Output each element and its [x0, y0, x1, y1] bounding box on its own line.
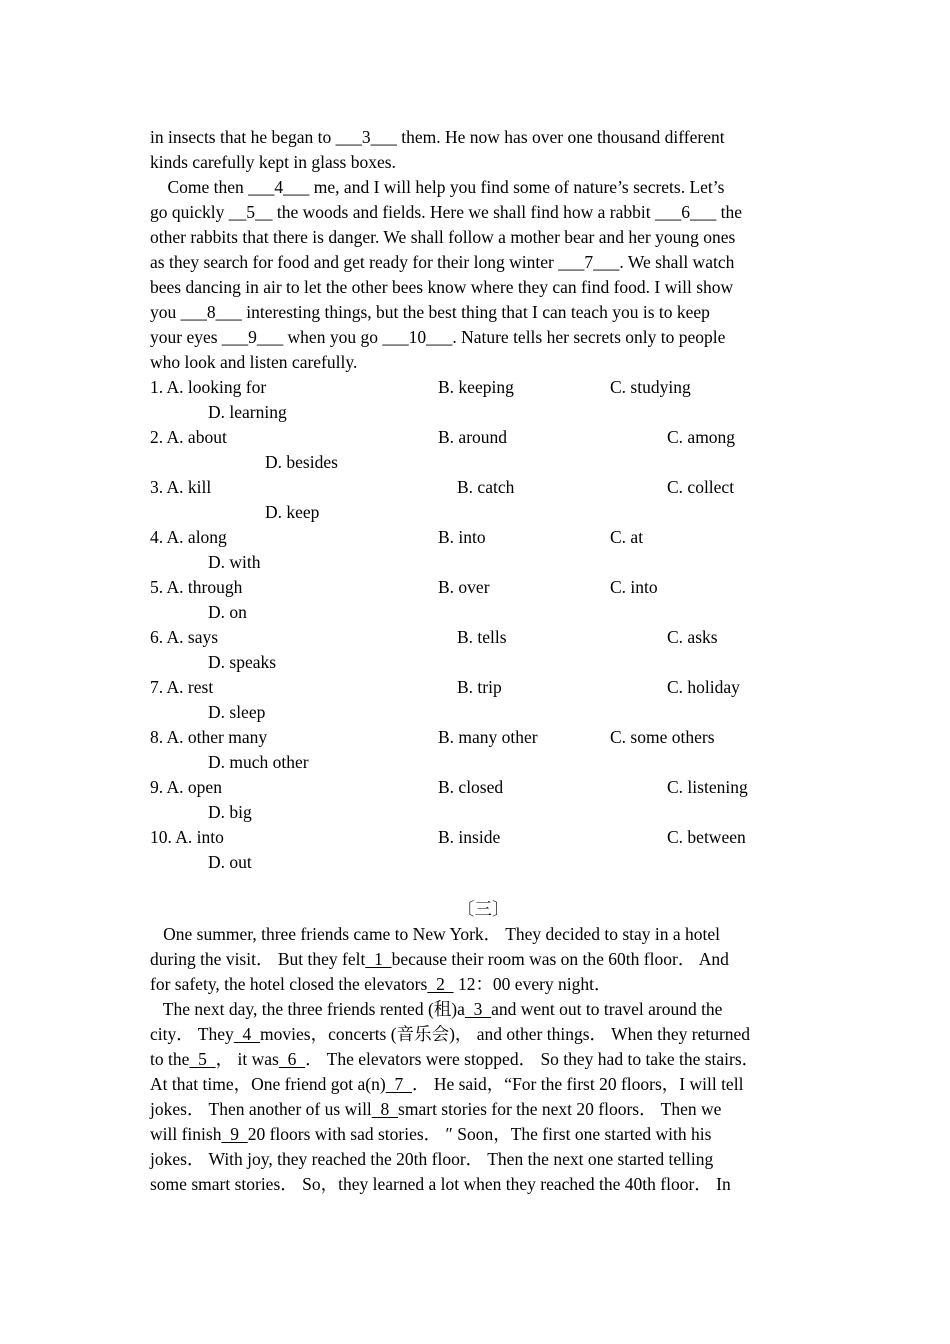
answer-blank: 5	[189, 1049, 216, 1069]
passage-text: 12：00 every night．	[453, 974, 612, 994]
option-b: B. many other	[438, 727, 538, 747]
option-c: C. asks	[667, 627, 718, 647]
passage-line	[150, 972, 612, 997]
passage-line	[150, 1122, 711, 1147]
answer-blank: 4	[233, 1024, 261, 1044]
answer-blank: 2	[427, 974, 454, 994]
passage-text: jokes． With joy, they reached the 20th floor． Then the next one started telling	[150, 1149, 714, 1169]
option-c: C. listening	[667, 777, 748, 797]
passage-line	[150, 1072, 743, 1097]
option-d: D. keep	[265, 502, 320, 522]
option-b: B. inside	[438, 827, 501, 847]
passage-line: as they search for food and get ready for their long winter ___7___. We shall watch	[150, 252, 735, 272]
answer-blank: 1	[365, 949, 392, 969]
passage-text: city． They	[150, 1024, 234, 1044]
option-b: B. around	[438, 427, 508, 447]
option-c: C. studying	[610, 377, 691, 397]
option-b: B. over	[438, 577, 490, 597]
passage-text: ， it was	[215, 1049, 279, 1069]
passage-text: some smart stories． So，they learned a lot when they reached the 40th floor． In	[150, 1174, 731, 1194]
answer-blank: 8	[371, 1099, 399, 1119]
option-d: D. learning	[208, 402, 287, 422]
passage-line: your eyes ___9___ when you go ___10___. Nature tells her secrets only to people	[150, 327, 726, 347]
option-c: C. some others	[610, 727, 715, 747]
option-a: 1. A. looking for	[150, 377, 267, 397]
passage-line: other rabbits that there is danger. We shall follow a mother bear and her young ones	[150, 227, 736, 247]
option-c: C. collect	[667, 477, 735, 497]
passage-text: because their room was on the 60th floor． And	[391, 949, 729, 969]
passage-line	[150, 922, 720, 947]
answer-blank: 7	[385, 1074, 412, 1094]
option-d: D. on	[208, 602, 247, 622]
option-c: C. holiday	[667, 677, 740, 697]
passage-text: The next day, the three friends rented (租)a	[150, 999, 465, 1019]
option-a: 3. A. kill	[150, 477, 212, 497]
option-b: B. closed	[438, 777, 504, 797]
option-a: 8. A. other many	[150, 727, 268, 747]
option-c: C. into	[610, 577, 658, 597]
option-d: D. big	[208, 802, 252, 822]
passage-line	[150, 947, 729, 972]
passage-text: movies，concerts (音乐会)， and other things． When they returned	[260, 1024, 751, 1044]
section-heading: 〔三〕	[457, 899, 510, 919]
passage-text: ． He said，“For the first 20 floors，I will tell	[411, 1074, 744, 1094]
answer-blank: 9	[221, 1124, 248, 1144]
option-b: B. catch	[457, 477, 515, 497]
answer-blank: 6	[278, 1049, 306, 1069]
passage-line: who look and listen carefully.	[150, 352, 358, 372]
option-c: C. between	[667, 827, 746, 847]
option-a: 2. A. about	[150, 427, 227, 447]
option-a: 10. A. into	[150, 827, 224, 847]
option-d: D. besides	[265, 452, 338, 472]
option-d: D. out	[208, 852, 252, 872]
option-a: 5. A. through	[150, 577, 243, 597]
passage-line	[150, 1147, 713, 1172]
option-d: D. with	[208, 552, 261, 572]
option-b: B. tells	[457, 627, 507, 647]
passage-text: ． The elevators were stopped． So they had to take the stairs．	[305, 1049, 760, 1069]
passage-text: and went out to travel around the	[491, 999, 723, 1019]
option-a: 4. A. along	[150, 527, 227, 547]
passage-text: will finish	[150, 1124, 222, 1144]
option-c: C. among	[667, 427, 736, 447]
passage-text: jokes． Then another of us will	[150, 1099, 372, 1119]
answer-blank: 3	[464, 999, 492, 1019]
passage-line	[150, 1047, 759, 1072]
passage-line: bees dancing in air to let the other bees know where they can find food. I will show	[150, 277, 734, 297]
option-d: D. speaks	[208, 652, 277, 672]
option-b: B. keeping	[438, 377, 514, 397]
passage-line	[150, 1172, 731, 1197]
passage-line	[150, 1022, 750, 1047]
passage-line	[150, 1097, 721, 1122]
passage-line: you ___8___ interesting things, but the best thing that I can teach you is to keep	[150, 302, 710, 322]
passage-text: One summer, three friends came to New York． They decided to stay in a hotel	[150, 924, 721, 944]
option-d: D. much other	[208, 752, 309, 772]
option-c: C. at	[610, 527, 644, 547]
passage-text: 20 floors with sad stories． ″ Soon，The first one started with his	[247, 1124, 712, 1144]
option-a: 6. A. says	[150, 627, 219, 647]
option-a: 7. A. rest	[150, 677, 214, 697]
passage-text: during the visit． But they felt	[150, 949, 366, 969]
passage-line: kinds carefully kept in glass boxes.	[150, 152, 396, 172]
passage-text: smart stories for the next 20 floors． Then we	[398, 1099, 722, 1119]
passage-text: At that time，One friend got a(n)	[150, 1074, 386, 1094]
passage-text: for safety, the hotel closed the elevators	[150, 974, 428, 994]
option-b: B. trip	[457, 677, 502, 697]
passage-line: go quickly __5__ the woods and fields. Here we shall find how a rabbit ___6___ the	[150, 202, 742, 222]
option-d: D. sleep	[208, 702, 266, 722]
option-b: B. into	[438, 527, 486, 547]
option-a: 9. A. open	[150, 777, 222, 797]
passage-line: Come then ___4___ me, and I will help you find some of nature’s secrets. Let’s	[150, 177, 725, 197]
passage-line: in insects that he began to ___3___ them. He now has over one thousand different	[150, 127, 725, 147]
passage-line	[150, 997, 722, 1022]
passage-text: to the	[150, 1049, 190, 1069]
